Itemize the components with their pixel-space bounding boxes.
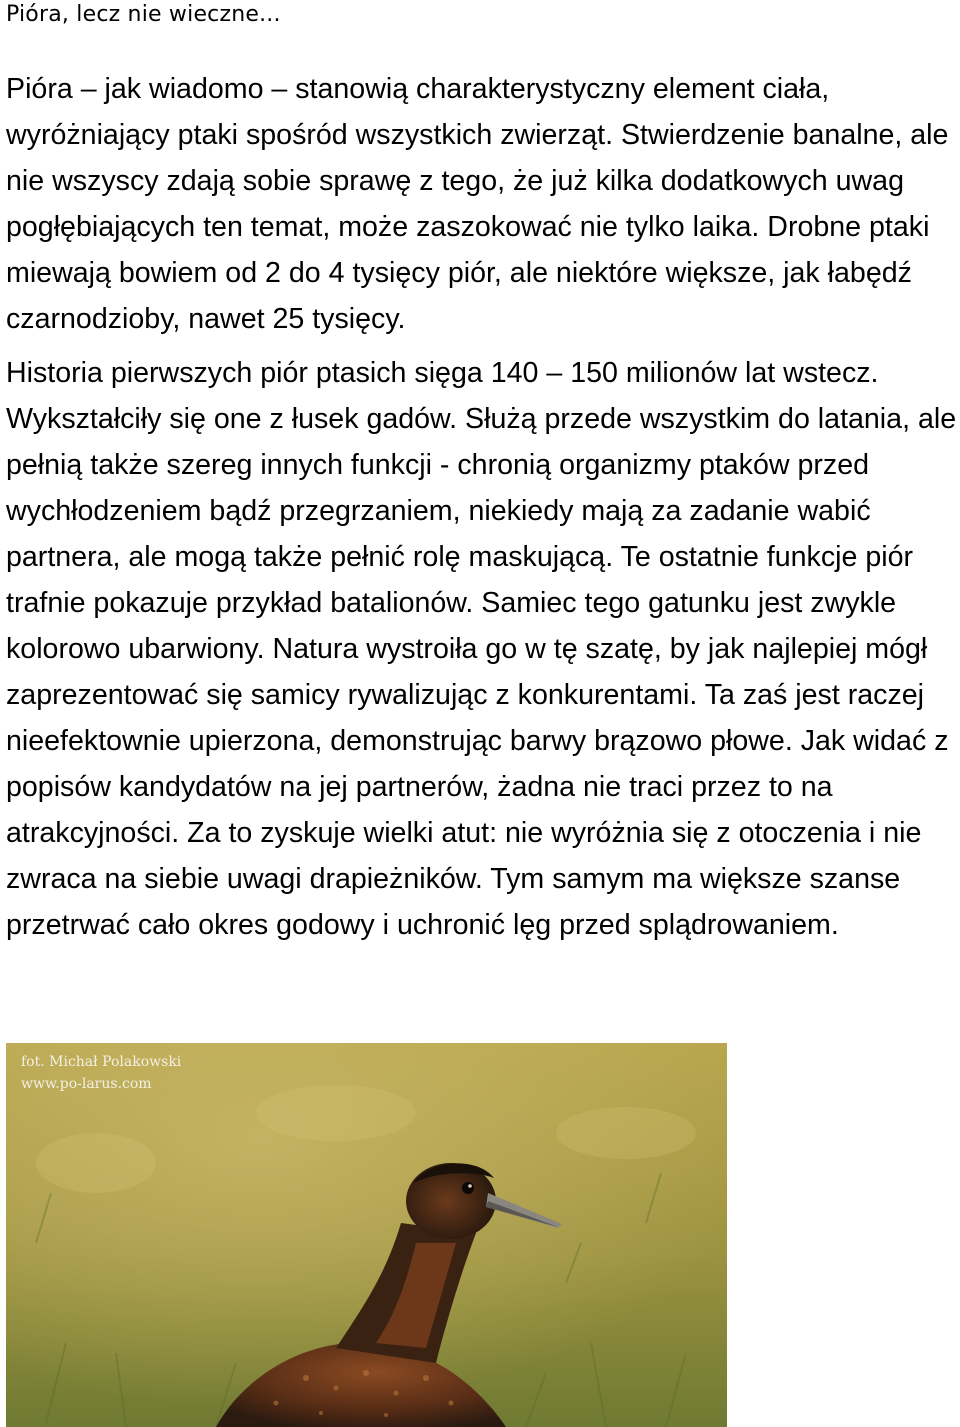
photo-credit: [21, 1051, 181, 1095]
paragraph-2: Historia pierwszych piór ptasich sięga 140 – 150 milionów lat wstecz. Wykształciły się one z łusek gadów. Służą przede wszystkim do latania, ale pełnią także szereg innych funkcji - chronią organizmy ptaków przed wychłodzeniem bądź przegrzaniem, niekiedy mają za zadanie wabić partnera, ale mogą także pełnić rolę maskującą. Te ostatnie funkcje piór trafnie pokazuje przykład batalionów. Samiec tego gatunku jest zwykle kolorowo ubarwiony. Natura wystroiła go w tę szatę, by jak najlepiej mógł zaprezentować się samicy rywalizując z konkurentami. Ta zaś jest raczej nieefektownie upierzona, demonstrując barwy brązowo płowe. Jak widać z popisów kandydatów na jej partnerów, żadna nie traci przez to na atrakcyjności. Za to zyskuje wielki atut: nie wyróżnia się z otoczenia i nie zwraca na siebie uwagi drapieżników. Tym samym ma większe szanse przetrwać cało okres godowy i uchronić lęg przed splądrowaniem.: [6, 357, 957, 941]
article-heading: Pióra, lecz nie wieczne...: [6, 2, 281, 27]
paragraph-1: Pióra – jak wiadomo – stanowią charakterystyczny element ciała, wyróżniający ptaki spośród wszystkich zwierząt. Stwierdzenie banalne, ale nie wszyscy zdają sobie sprawę z tego, że już kilka dodatkowych uwag pogłębiających ten temat, może zaszokować nie tylko laika. Drobne ptaki miewają bowiem od 2 do 4 tysięcy piór, ale niektóre większe, jak łabędź czarnodzioby, nawet 25 tysięcy.: [6, 73, 949, 335]
bird-photo: [6, 1043, 727, 1427]
article-body: [6, 66, 960, 948]
photo-credit-site: www.po-larus.com: [21, 1076, 152, 1092]
ruff-bird-illustration: [6, 1043, 727, 1427]
photo-credit-author: fot. Michał Polakowski: [21, 1054, 182, 1070]
